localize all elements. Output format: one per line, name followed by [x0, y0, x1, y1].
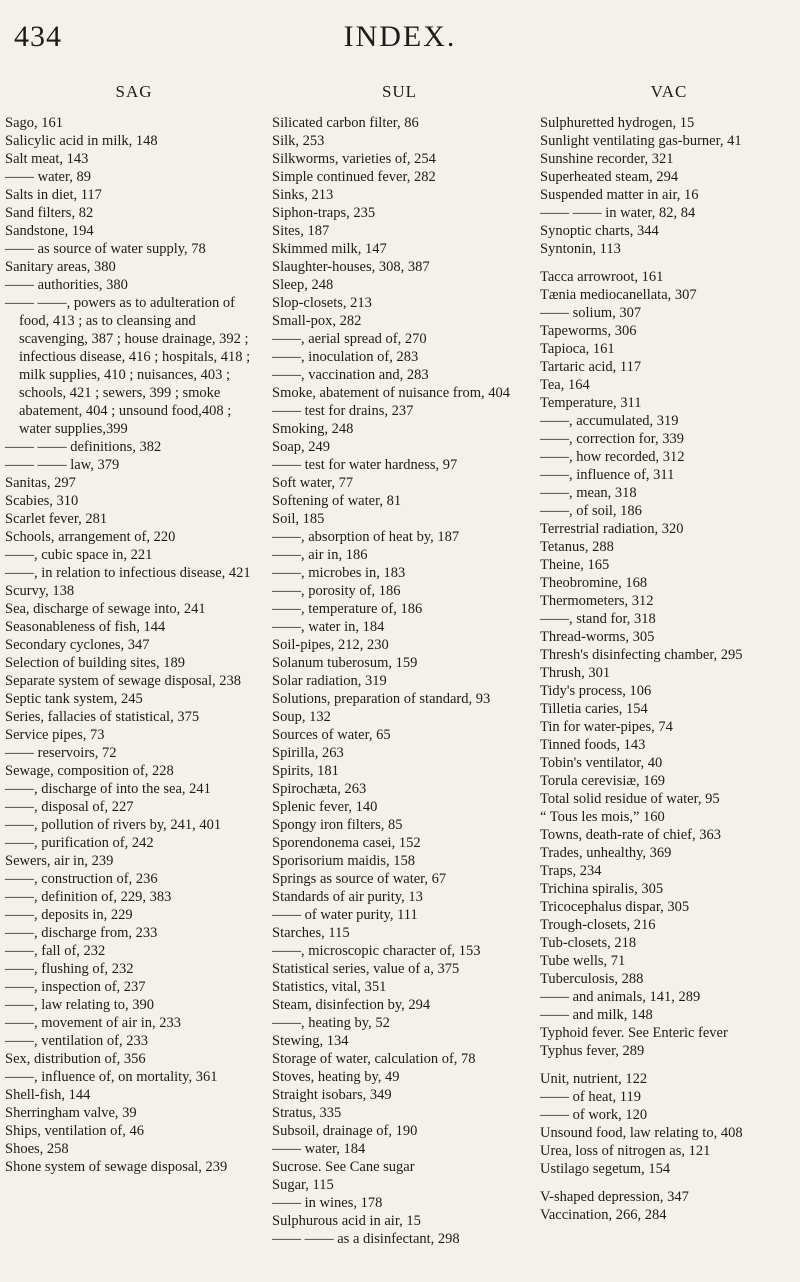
index-entry: ——, stand for, 318	[540, 611, 656, 627]
index-entry: ——, ventilation of, 233	[5, 1033, 148, 1049]
index-entry: Total solid residue of water, 95	[540, 791, 720, 807]
index-entry: Spirilla, 263	[272, 745, 344, 761]
index-entry: Smoking, 248	[272, 421, 354, 437]
index-entry: Statistical series, value of a, 375	[272, 961, 460, 977]
index-entry: Sinks, 213	[272, 187, 334, 203]
index-column-3	[540, 80, 798, 1224]
index-entry: Solanum tuberosum, 159	[272, 655, 418, 671]
index-entry: ——, construction of, 236	[5, 871, 158, 887]
index-entry: ——, temperature of, 186	[272, 601, 423, 617]
index-entry: Salicylic acid in milk, 148	[5, 133, 158, 149]
page-title: INDEX.	[343, 20, 457, 53]
index-entry: ——, microscopic character of, 153	[272, 943, 481, 959]
index-entry: Tube wells, 71	[540, 953, 626, 969]
index-entry: Torula cerevisiæ, 169	[540, 773, 666, 789]
index-entry: —— test for drains, 237	[272, 403, 414, 419]
index-entry: —— authorities, 380	[5, 277, 128, 293]
index-entry: —— —— as a disinfectant, 298	[272, 1231, 460, 1247]
index-entry: Sulphuretted hydrogen, 15	[540, 115, 695, 131]
index-entry: —— of work, 120	[540, 1107, 648, 1123]
index-entry: Siphon-traps, 235	[272, 205, 376, 221]
index-entry: ——, influence of, on mortality, 361	[5, 1069, 218, 1085]
index-entry: Sporendonema casei, 152	[272, 835, 421, 851]
index-entry: Straight isobars, 349	[272, 1087, 392, 1103]
index-entry: ——, absorption of heat by, 187	[272, 529, 460, 545]
index-entry: Vaccination, 266, 284	[540, 1207, 667, 1223]
index-entry: ——, movement of air in, 233	[5, 1015, 181, 1031]
index-entry: Sago, 161	[5, 115, 63, 131]
index-entry: Synoptic charts, 344	[540, 223, 659, 239]
index-entry: Stoves, heating by, 49	[272, 1069, 400, 1085]
index-entry: Tartaric acid, 117	[540, 359, 642, 375]
index-entry: Soil, 185	[272, 511, 325, 527]
index-entry: Sources of water, 65	[272, 727, 391, 743]
index-entry: Shell-fish, 144	[5, 1087, 91, 1103]
index-entry: Salts in diet, 117	[5, 187, 102, 203]
index-entry: Tilletia caries, 154	[540, 701, 648, 717]
index-entry: Silicated carbon filter, 86	[272, 115, 419, 131]
index-entry: ——, deposits in, 229	[5, 907, 133, 923]
index-entry: Terrestrial radiation, 320	[540, 521, 684, 537]
index-entry: Trough-closets, 216	[540, 917, 656, 933]
column-header: SUL	[381, 82, 418, 101]
index-column-2	[272, 80, 527, 1248]
index-entry: Tænia mediocanellata, 307	[540, 287, 697, 303]
index-entry: Thrush, 301	[540, 665, 611, 681]
index-entry: Separate system of sewage disposal, 238	[5, 673, 241, 689]
index-entry: —— of heat, 119	[540, 1089, 641, 1105]
index-entry: —— and milk, 148	[540, 1007, 653, 1023]
index-entry: Tobin's ventilator, 40	[540, 755, 663, 771]
index-entry: Sex, distribution of, 356	[5, 1051, 146, 1067]
index-entry: Soup, 132	[272, 709, 331, 725]
index-entry: ——, water in, 184	[272, 619, 385, 635]
index-entry: Tapeworms, 306	[540, 323, 637, 339]
index-entry: Sulphurous acid in air, 15	[272, 1213, 421, 1229]
index-entry: Splenic fever, 140	[272, 799, 378, 815]
index-entry: Ships, ventilation of, 46	[5, 1123, 144, 1139]
index-entry: Solutions, preparation of standard, 93	[272, 691, 491, 707]
index-entry: Secondary cyclones, 347	[5, 637, 150, 653]
index-entry: Towns, death-rate of chief, 363	[540, 827, 721, 843]
index-entry: Slaughter-houses, 308, 387	[272, 259, 430, 275]
index-entry: ——, mean, 318	[540, 485, 637, 501]
index-entry: Series, fallacies of statistical, 375	[5, 709, 200, 725]
index-entry: Tin for water-pipes, 74	[540, 719, 673, 735]
index-entry: Superheated steam, 294	[540, 169, 679, 185]
index-entry: Service pipes, 73	[5, 727, 105, 743]
index-entry: Traps, 234	[540, 863, 602, 879]
index-entry: Sucrose. See Cane sugar	[272, 1159, 415, 1175]
index-entry: Smoke, abatement of nuisance from, 404	[272, 385, 510, 401]
index-entry: Simple continued fever, 282	[272, 169, 436, 185]
index-entry: —— —— definitions, 382	[5, 439, 162, 455]
index-entry: Slop-closets, 213	[272, 295, 372, 311]
index-entry: —— water, 89	[5, 169, 91, 185]
index-entry: Scurvy, 138	[5, 583, 75, 599]
index-entry: Statistics, vital, 351	[272, 979, 387, 995]
index-entry: ——, definition of, 229, 383	[5, 889, 172, 905]
index-entry: Storage of water, calculation of, 78	[272, 1051, 476, 1067]
index-entry: Springs as source of water, 67	[272, 871, 447, 887]
index-entry: Subsoil, drainage of, 190	[272, 1123, 418, 1139]
index-entry: Sandstone, 194	[5, 223, 94, 239]
entry-list	[5, 114, 263, 1176]
index-entry: Small-pox, 282	[272, 313, 362, 329]
index-entry: Shoes, 258	[5, 1141, 69, 1157]
index-entry: ——, heating by, 52	[272, 1015, 390, 1031]
index-entry: Tea, 164	[540, 377, 590, 393]
index-entry: Stratus, 335	[272, 1105, 342, 1121]
index-entry: ——, porosity of, 186	[272, 583, 401, 599]
index-entry: Scarlet fever, 281	[5, 511, 108, 527]
index-entry: Ustilago segetum, 154	[540, 1161, 671, 1177]
index-entry: Septic tank system, 245	[5, 691, 143, 707]
index-entry: Suspended matter in air, 16	[540, 187, 699, 203]
index-entry: Temperature, 311	[540, 395, 642, 411]
index-entry: Soap, 249	[272, 439, 330, 455]
index-entry: ——, microbes in, 183	[272, 565, 406, 581]
index-column-1	[5, 80, 263, 1176]
index-entry: Soil-pipes, 212, 230	[272, 637, 389, 653]
entry-list	[540, 114, 798, 1224]
index-entry: —— as source of water supply, 78	[5, 241, 206, 257]
index-entry: Trades, unhealthy, 369	[540, 845, 672, 861]
index-entry: ——, influence of, 311	[540, 467, 675, 483]
index-entry: ——, discharge of into the sea, 241	[5, 781, 211, 797]
index-entry: Syntonin, 113	[540, 241, 621, 257]
index-entry: —— of water purity, 111	[272, 907, 418, 923]
index-entry: Thresh's disinfecting chamber, 295	[540, 647, 743, 663]
index-entry: ——, inoculation of, 283	[272, 349, 419, 365]
index-entry: Sunshine recorder, 321	[540, 151, 674, 167]
index-entry: ——, cubic space in, 221	[5, 547, 153, 563]
index-entry: Urea, loss of nitrogen as, 121	[540, 1143, 711, 1159]
index-entry: ——, discharge from, 233	[5, 925, 158, 941]
index-entry: Tacca arrowroot, 161	[540, 269, 664, 285]
index-entry: ——, law relating to, 390	[5, 997, 155, 1013]
index-entry: Tuberculosis, 288	[540, 971, 644, 987]
index-entry: Theobromine, 168	[540, 575, 648, 591]
index-entry: Scabies, 310	[5, 493, 79, 509]
index-entry: Tinned foods, 143	[540, 737, 646, 753]
index-entry: Selection of building sites, 189	[5, 655, 186, 671]
index-entry: ——, inspection of, 237	[5, 979, 146, 995]
index-entry: ——, accumulated, 319	[540, 413, 679, 429]
index-entry: —— reservoirs, 72	[5, 745, 117, 761]
index-entry: Sand filters, 82	[5, 205, 94, 221]
index-entry: ——, fall of, 232	[5, 943, 106, 959]
index-entry: Sewers, air in, 239	[5, 853, 114, 869]
index-entry: Soft water, 77	[272, 475, 354, 491]
index-entry: Stewing, 134	[272, 1033, 349, 1049]
index-entry: Schools, arrangement of, 220	[5, 529, 176, 545]
index-entry: “ Tous les mois,” 160	[540, 809, 665, 825]
index-entry: Sherringham valve, 39	[5, 1105, 137, 1121]
index-entry: Standards of air purity, 13	[272, 889, 423, 905]
index-entry: Sporisorium maidis, 158	[272, 853, 415, 869]
index-entry: Theine, 165	[540, 557, 610, 573]
page-header	[0, 20, 800, 64]
index-entry: —— ——, powers as to adulteration of food, 413 ; as to cleansing and scavenging, 387 ; house drainage, 392 ; infectious disease, 416 ; hospitals, 418 ; milk supplies, 410 ; nuisances, 403 ; schools, 421 ; sewers, 399 ; smoke abatement, 404 ; unsound food,408 ; water supplies,399	[5, 295, 251, 437]
index-entry: Skimmed milk, 147	[272, 241, 387, 257]
column-header: VAC	[650, 82, 688, 101]
index-entry: Sleep, 248	[272, 277, 334, 293]
index-entry: Unit, nutrient, 122	[540, 1071, 648, 1087]
index-entry: ——, air in, 186	[272, 547, 368, 563]
index-entry: Tricocephalus dispar, 305	[540, 899, 690, 915]
index-entry: ——, aerial spread of, 270	[272, 331, 427, 347]
index-entry: Thread-worms, 305	[540, 629, 655, 645]
index-entry: Silkworms, varieties of, 254	[272, 151, 436, 167]
index-entry: Seasonableness of fish, 144	[5, 619, 166, 635]
index-entry: Tapioca, 161	[540, 341, 615, 357]
index-entry: Sea, discharge of sewage into, 241	[5, 601, 206, 617]
index-entry: Sanitas, 297	[5, 475, 76, 491]
index-entry: ——, flushing of, 232	[5, 961, 134, 977]
index-entry: Softening of water, 81	[272, 493, 402, 509]
page-number: 434	[14, 20, 62, 53]
index-entry: Thermometers, 312	[540, 593, 654, 609]
index-entry: Spirits, 181	[272, 763, 339, 779]
index-entry: ——, in relation to infectious disease, 421	[5, 565, 251, 581]
index-entry: Salt meat, 143	[5, 151, 89, 167]
index-entry: Shone system of sewage disposal, 239	[5, 1159, 228, 1175]
index-entry: —— solium, 307	[540, 305, 642, 321]
index-entry: ——, how recorded, 312	[540, 449, 685, 465]
index-entry: —— in wines, 178	[272, 1195, 383, 1211]
index-entry: —— test for water hardness, 97	[272, 457, 458, 473]
index-entry: —— and animals, 141, 289	[540, 989, 701, 1005]
index-entry: Tetanus, 288	[540, 539, 614, 555]
index-entry: —— —— law, 379	[5, 457, 120, 473]
index-entry: Silk, 253	[272, 133, 325, 149]
index-entry: ——, correction for, 339	[540, 431, 684, 447]
index-entry: Starches, 115	[272, 925, 350, 941]
index-entry: V-shaped depression, 347	[540, 1189, 689, 1205]
index-entry: Steam, disinfection by, 294	[272, 997, 431, 1013]
index-entry: Unsound food, law relating to, 408	[540, 1125, 743, 1141]
index-entry: Trichina spiralis, 305	[540, 881, 664, 897]
index-entry: Sugar, 115	[272, 1177, 334, 1193]
index-entry: Sites, 187	[272, 223, 330, 239]
index-entry: ——, purification of, 242	[5, 835, 154, 851]
index-entry: —— water, 184	[272, 1141, 366, 1157]
index-entry: Typhoid fever. See Enteric fever	[540, 1025, 728, 1041]
index-entry: Tub-closets, 218	[540, 935, 637, 951]
index-entry: ——, of soil, 186	[540, 503, 642, 519]
index-entry: Tidy's process, 106	[540, 683, 652, 699]
index-entry: Typhus fever, 289	[540, 1043, 645, 1059]
index-entry: Spirochæta, 263	[272, 781, 367, 797]
entry-list	[272, 114, 527, 1248]
index-entry: Sewage, composition of, 228	[5, 763, 174, 779]
index-entry: ——, disposal of, 227	[5, 799, 134, 815]
index-entry: ——, pollution of rivers by, 241, 401	[5, 817, 222, 833]
index-entry: Sunlight ventilating gas-burner, 41	[540, 133, 742, 149]
index-entry: ——, vaccination and, 283	[272, 367, 429, 383]
index-entry: Solar radiation, 319	[272, 673, 387, 689]
index-entry: Sanitary areas, 380	[5, 259, 116, 275]
index-entry: —— —— in water, 82, 84	[540, 205, 696, 221]
column-header: SAG	[115, 82, 153, 101]
index-entry: Spongy iron filters, 85	[272, 817, 403, 833]
